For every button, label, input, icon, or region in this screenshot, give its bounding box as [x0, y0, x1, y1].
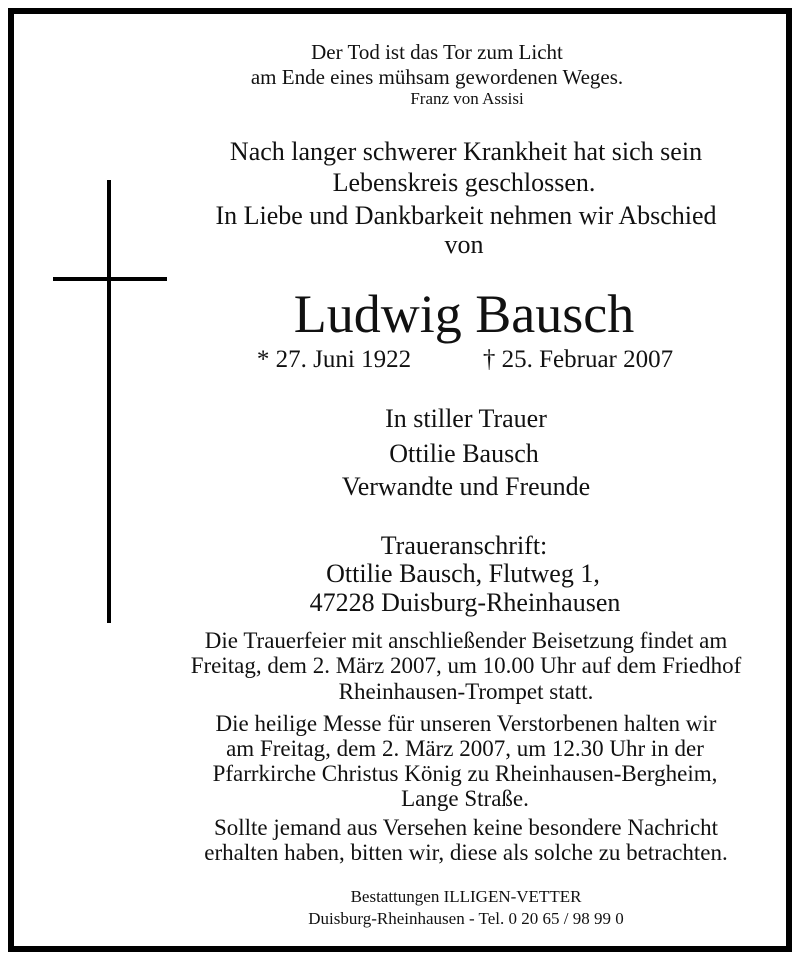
mass-line-3: Pfarrkirche Christus König zu Rheinhausen-Bergheim, [212, 761, 718, 786]
motto-author: Franz von Assisi [410, 89, 524, 108]
intro-line-2: Lebenskreis geschlossen. [332, 168, 596, 197]
notice-line-1: Sollte jemand aus Versehen keine besondere Nachricht [213, 815, 719, 840]
mass-line-4: Lange Straße. [401, 786, 529, 811]
intro-line-3: In Liebe und Dankbarkeit nehmen wir Abschied [215, 201, 717, 230]
intro-line-1: Nach langer schwerer Krankheit hat sich sein [229, 137, 703, 166]
address-heading: Traueranschrift: [380, 531, 548, 560]
mass-line-2: am Freitag, dem 2. März 2007, um 12.30 Uhr in der [226, 736, 704, 761]
cross-horizontal-bar [53, 277, 167, 281]
undertaker-contact: Duisburg-Rheinhausen - Tel. 0 20 65 / 98 99 0 [308, 909, 624, 928]
birth-date: * 27. Juni 1922 [256, 346, 412, 373]
address-line-1: Ottilie Bausch, Flutweg 1, [326, 559, 600, 588]
intro-line-4: von [444, 230, 484, 259]
motto-line-2: am Ende eines mühsam gewordenen Weges. [250, 65, 624, 89]
notice-line-2: erhalten haben, bitten wir, diese als solche zu betrachten. [204, 840, 728, 865]
undertaker-name: Bestattungen ILLIGEN-VETTER [350, 887, 582, 906]
death-date: † 25. Februar 2007 [482, 346, 674, 373]
funeral-line-3: Rheinhausen-Trompet statt. [338, 679, 594, 704]
address-line-2: 47228 Duisburg-Rheinhausen [309, 588, 621, 617]
mass-line-1: Die heilige Messe für unseren Verstorbenen halten wir [215, 711, 717, 736]
deceased-name: Ludwig Bausch [293, 284, 635, 344]
funeral-line-2: Freitag, dem 2. März 2007, um 10.00 Uhr auf dem Friedhof [190, 653, 742, 678]
funeral-line-1: Die Trauerfeier mit anschließender Beisetzung findet am [204, 628, 728, 653]
motto-line-1: Der Tod ist das Tor zum Licht [311, 40, 563, 64]
mourner-relatives: Verwandte und Freunde [341, 472, 591, 501]
cross-vertical-bar [107, 180, 111, 623]
mourning-heading: In stiller Trauer [385, 404, 547, 433]
mourner-name: Ottilie Bausch [389, 439, 539, 468]
